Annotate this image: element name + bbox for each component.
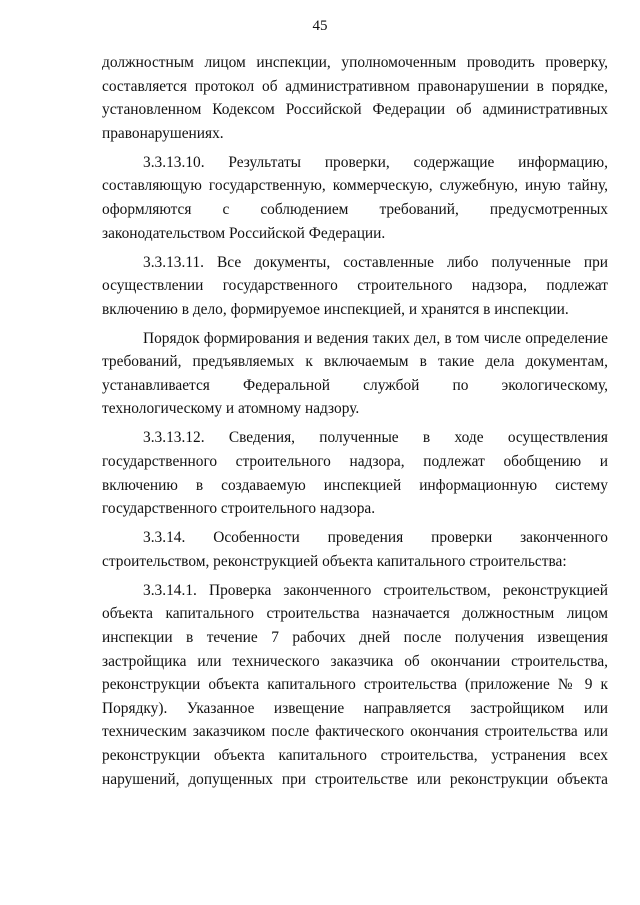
text-line: составляющую государственную, коммерческую, служебную, иную тайну,	[102, 177, 608, 195]
paragraph	[102, 251, 608, 322]
text-line: техническим заказчиком после фактического окончания строительства или	[102, 723, 608, 741]
text-line: реконструкции объекта капитального строительства (приложение № 9 к	[102, 676, 608, 694]
paragraph	[102, 327, 608, 421]
paragraph	[102, 151, 608, 245]
text-line: составляется протокол об административном правонарушении в порядке,	[102, 77, 608, 95]
paragraph	[102, 51, 608, 145]
text-line: требований, предъявляемых к включаемым в такие дела документам,	[102, 353, 608, 371]
document-body	[102, 51, 608, 797]
text-line: государственного строительного надзора, подлежат обобщению и	[102, 453, 608, 471]
text-line: Порядок формирования и ведения таких дел, в том числе определение	[143, 329, 608, 347]
text-line: законодательством Российской Федерации.	[102, 224, 386, 242]
text-line: 3.3.13.10. Результаты проверки, содержащие информацию,	[143, 153, 608, 171]
text-line: Порядку). Указанное извещение направляется застройщиком или	[102, 699, 608, 717]
paragraph	[102, 426, 608, 520]
text-line: строительством, реконструкцией объекта капитального строительства:	[102, 552, 567, 570]
paragraph	[102, 579, 608, 791]
paragraph	[102, 526, 608, 573]
text-line: инспекции в течение 7 рабочих дней после получения извещения	[102, 629, 608, 646]
text-line: оформляются с соблюдением требований, предусмотренных	[102, 200, 608, 218]
text-line: включению в создаваемую инспекцией информационную систему	[102, 476, 608, 494]
text-line: осуществлении государственного строительного надзора, подлежат	[102, 277, 608, 295]
text-line: устанавливается Федеральной службой по экологическому,	[102, 376, 608, 394]
text-line: государственного строительного надзора.	[102, 500, 376, 518]
text-line: правонарушениях.	[102, 124, 224, 142]
text-line: включению в дело, формируемое инспекцией, и хранятся в инспекции.	[102, 300, 569, 318]
page-number: 45	[312, 18, 328, 34]
text-line: объекта капитального строительства назначается должностным лицом	[102, 605, 608, 623]
text-line: должностным лицом инспекции, уполномоченным проводить проверку,	[102, 54, 608, 71]
text-line: установленном Кодексом Российской Федерации об административных	[102, 101, 608, 119]
text-line: 3.3.13.12. Сведения, полученные в ходе осуществления	[143, 429, 608, 447]
text-line: 3.3.14.1. Проверка законченного строительством, реконструкцией	[143, 581, 608, 599]
text-line: нарушений, допущенных при строительстве или реконструкции объекта	[102, 770, 608, 788]
text-line: 3.3.13.11. Все документы, составленные либо полученные при	[143, 253, 608, 271]
text-line: технологическому и атомному надзору.	[102, 400, 360, 418]
text-line: 3.3.14. Особенности проведения проверки законченного	[143, 529, 608, 547]
text-line: застройщика или технического заказчика об окончании строительства,	[102, 652, 608, 670]
text-line: реконструкции объекта капитального строительства, устранения всех	[102, 746, 608, 764]
